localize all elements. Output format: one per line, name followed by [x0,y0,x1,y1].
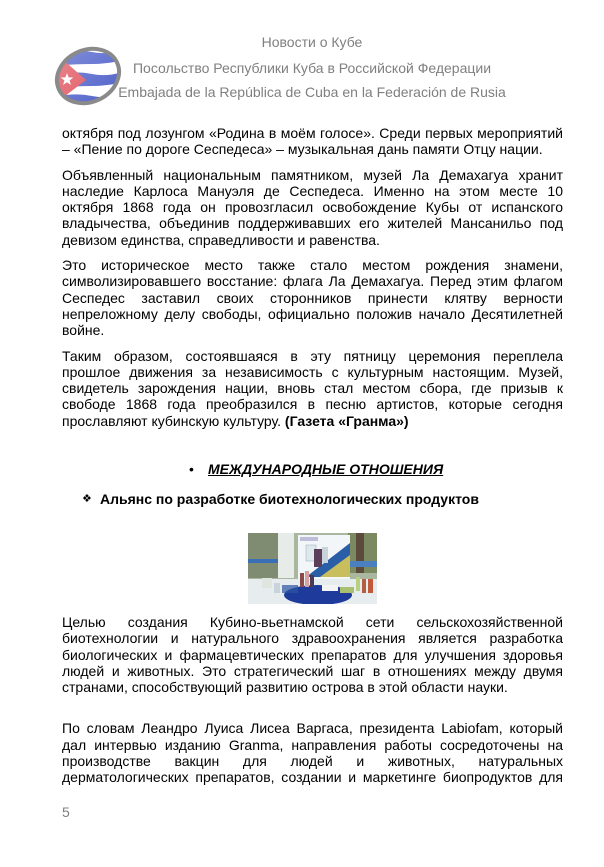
article-biotech [62,614,563,811]
cuban-flag-logo [52,40,124,112]
paragraph: октября под лозунгом «Родина в моём голосе». Среди первых мероприятий – «Пение по дороге Сеспедеса» – музыкальная дань памяти Отцу нации. [62,125,563,158]
paragraph-with-source [62,348,563,429]
page-header [0,0,604,110]
article-demajagua [62,125,563,438]
diamond-bullet-icon: ❖ [82,493,92,505]
section-title: МЕЖДУНАРОДНЫЕ ОТНОШЕНИЯ [208,461,444,477]
article-photo [248,533,377,604]
paragraph: Это историческое место также стало местом рождения знамени, символизировавшего восстание: флага Ла Демахагуа. Перед этим флагом Сеспедес заставил своих сторонников принести клятву верности непреложному делу свободы, официально положив начало Десятилетней войне. [62,257,563,339]
paragraph: Целью создания Кубино-вьетнамской сети сельскохозяйственной биотехнологии и натурального здравоохранения является разработка биологических и фармацевтических препаратов для улучшения здоровья людей и животных. Это стратегический шаг в отношениях между двумя странами, способствующий развитию острова в этой области науки. [62,614,563,696]
header-title: Новости о Кубе [261,34,363,50]
article-heading [0,491,604,511]
section-heading [0,461,604,481]
article-title: Альянс по разработке биотехнологических продуктов [100,491,479,507]
header-embassy-russian: Посольство Республики Куба в Российской Федерации [132,60,492,76]
paragraph: Объявленный национальным памятником, музей Ла Демахагуа хранит наследие Карлоса Мануэля де Сеспедеса. Именно на этом месте 10 октября 1868 года он провозгласил освобождение Кубы от испанского владычества, объединив поддерживавших его жителей Мансанильо под девизом единства, справедливости и равенства. [62,166,563,248]
header-embassy-spanish: Embajada de la República de Cuba en la Federación de Rusia [118,84,506,100]
exhibition-photo [248,533,377,604]
source-citation: (Газета «Гранма») [284,412,409,429]
bullet-icon: • [189,461,194,477]
paragraph-text: Таким образом, состоявшаяся в эту пятницу церемония переплела прошлое движения за независимость с культурным настоящим. Музей, свидетель зарождения нации, вновь стал местом сбора, где призыв к свободе 1868 года преобразился в песню артистов, которые сегодня прославляют кубинскую культуру. [62,347,563,429]
page-number: 5 [62,804,70,820]
paragraph: По словам Леандро Луиса Лисеа Варгаса, президента Labiofam, который дал интервью изданию Granma, направления работы сосредоточены на производстве вакцин для людей и животных, натуральных дерматологических препаратов, создании и маркетинге биопродуктов для [62,720,563,786]
